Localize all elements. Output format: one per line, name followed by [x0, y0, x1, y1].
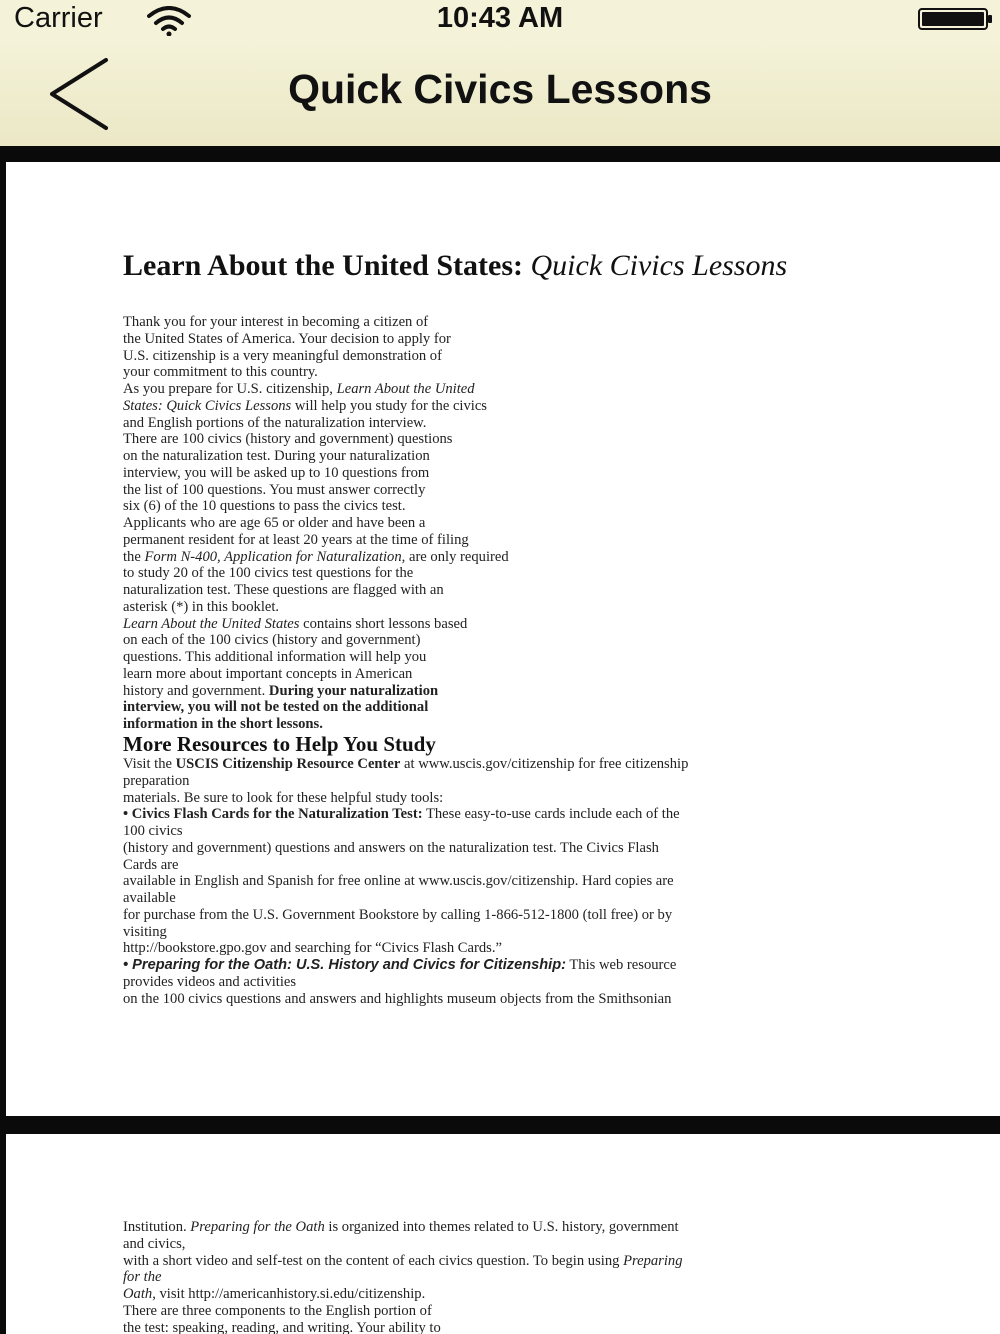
text-run-bold-italic: • Preparing for the Oath: U.S. History and Civics for Citizenship: — [123, 957, 566, 973]
status-time: 10:43 AM — [436, 2, 564, 34]
text-run: are only required — [405, 548, 509, 565]
text-run-bold: USCIS Citizenship Resource Center — [175, 756, 401, 772]
text-line — [123, 1219, 683, 1236]
text-line: the United States of America. Your decision to apply for — [123, 330, 451, 347]
text-line — [123, 1269, 683, 1286]
text-line: Applicants who are age 65 or older and have been a — [123, 515, 426, 531]
navigation-bar — [0, 40, 1000, 146]
text-run-bold: information in the short lessons. — [123, 716, 323, 732]
text-run-italic: Learn About the United — [336, 381, 475, 397]
text-line — [123, 549, 509, 566]
text-run-italic: for the — [123, 1269, 162, 1286]
text-line: and English portions of the naturalization interview. — [123, 414, 427, 431]
text-line: permanent resident for at least 20 years at the time of filing — [123, 531, 469, 548]
text-line: six (6) of the 10 questions to pass the civics test. — [123, 498, 406, 515]
text-run: Visit the — [123, 756, 176, 772]
text-line: available in English and Spanish for free online at www.uscis.gov/citizenship. Hard copies are — [123, 873, 674, 890]
text-line: on each of the 100 civics (history and government) — [123, 632, 421, 649]
text-line: (history and government) questions and answers on the naturalization test. The Civics Flash — [123, 839, 659, 856]
carrier-label: Carrier — [14, 2, 103, 34]
text-run-italic: States: Quick Civics Lessons — [123, 397, 292, 414]
text-run-italic: Form N-400, Application for Naturalization, — [144, 548, 406, 565]
text-line — [123, 756, 688, 773]
text-run-italic: Learn About the United States — [123, 615, 300, 632]
text-run: These easy-to-use cards include each of the — [422, 806, 680, 823]
text-run-italic: Preparing — [623, 1252, 683, 1269]
text-run: with a short video and self-test on the content of each civics question. To begin using — [123, 1252, 624, 1269]
text-line — [123, 699, 509, 716]
text-line: provides videos and activities — [123, 973, 297, 990]
text-line: and civics, — [123, 1235, 186, 1252]
text-line: on the naturalization test. During your naturalization — [123, 448, 430, 464]
text-line: 100 civics — [123, 823, 183, 839]
text-line: naturalization test. These questions are flagged with an — [123, 582, 444, 598]
continued-paragraphs — [123, 1219, 683, 1334]
battery-icon — [918, 8, 994, 30]
text-run: Institution. — [123, 1219, 191, 1235]
text-line — [123, 957, 688, 974]
text-line: your commitment to this country. — [123, 364, 318, 381]
text-line: Thank you for your interest in becoming a citizen of — [123, 314, 429, 330]
text-line: asterisk (*) in this booklet. — [123, 598, 280, 615]
text-line: the test: speaking, reading, and writing. Your ability to — [123, 1319, 441, 1334]
text-line: on the 100 civics questions and answers and highlights museum objects from the Smithsonian — [123, 990, 672, 1007]
text-line: There are three components to the English portion of — [123, 1302, 432, 1319]
text-run: , visit http://americanhistory.si.edu/citizenship. — [152, 1286, 426, 1302]
document-title-italic: Quick Civics Lessons — [530, 249, 788, 282]
text-line: interview, you will be asked up to 10 questions from — [123, 464, 430, 481]
text-line — [123, 1253, 683, 1270]
text-run-bold: • Civics Flash Cards for the Naturalization Test: — [123, 806, 423, 823]
text-run-italic: Oath — [123, 1286, 153, 1302]
text-line: learn more about important concepts in American — [123, 665, 413, 682]
text-run-bold: interview, you will not be tested on the additional — [123, 699, 429, 716]
document-title-bold: Learn About the United States: — [123, 249, 524, 282]
document-title — [123, 249, 883, 282]
page-title: Quick Civics Lessons — [288, 66, 712, 112]
text-run-italic: Preparing for the Oath — [190, 1219, 325, 1235]
text-run: This web resource — [565, 957, 677, 973]
text-line — [123, 683, 509, 700]
text-run: will help you study for the civics — [291, 397, 487, 414]
section-heading: More Resources to Help You Study — [123, 732, 436, 756]
text-line: to study 20 of the 100 civics test questions for the — [123, 565, 414, 582]
text-line: questions. This additional information will help you — [123, 649, 427, 665]
text-line — [123, 381, 509, 398]
text-line — [123, 806, 688, 823]
intro-paragraphs — [123, 314, 509, 733]
text-line: materials. Be sure to look for these helpful study tools: — [123, 789, 444, 806]
text-line — [123, 398, 509, 415]
text-line: visiting — [123, 923, 167, 940]
text-line: There are 100 civics (history and government) questions — [123, 431, 453, 448]
text-line: Cards are — [123, 856, 179, 873]
text-line: available — [123, 890, 176, 906]
text-line: http://bookstore.gpo.gov and searching for “Civics Flash Cards.” — [123, 940, 502, 957]
text-line: U.S. citizenship is a very meaningful demonstration of — [123, 347, 442, 364]
text-run: As you prepare for U.S. citizenship, — [123, 381, 337, 397]
text-line: for purchase from the U.S. Government Bookstore by calling 1-866-512-1800 (toll free) or by — [123, 906, 673, 923]
resources-paragraphs — [123, 756, 688, 1007]
text-line: preparation — [123, 772, 190, 789]
text-run-bold: During your naturalization — [268, 682, 439, 699]
text-line — [123, 1286, 683, 1303]
text-run: contains short lessons based — [299, 615, 468, 632]
text-line — [123, 716, 509, 733]
text-run: the — [123, 548, 145, 565]
document-page-1[interactable] — [6, 162, 1000, 1116]
text-line: the list of 100 questions. You must answer correctly — [123, 481, 426, 498]
text-run: at www.uscis.gov/citizenship for free citizenship — [400, 756, 689, 772]
status-bar — [0, 0, 1000, 40]
text-run: history and government. — [123, 682, 269, 699]
text-run: is organized into themes related to U.S. history, government — [324, 1219, 679, 1235]
text-line — [123, 616, 509, 633]
document-page-2[interactable] — [6, 1134, 1000, 1334]
